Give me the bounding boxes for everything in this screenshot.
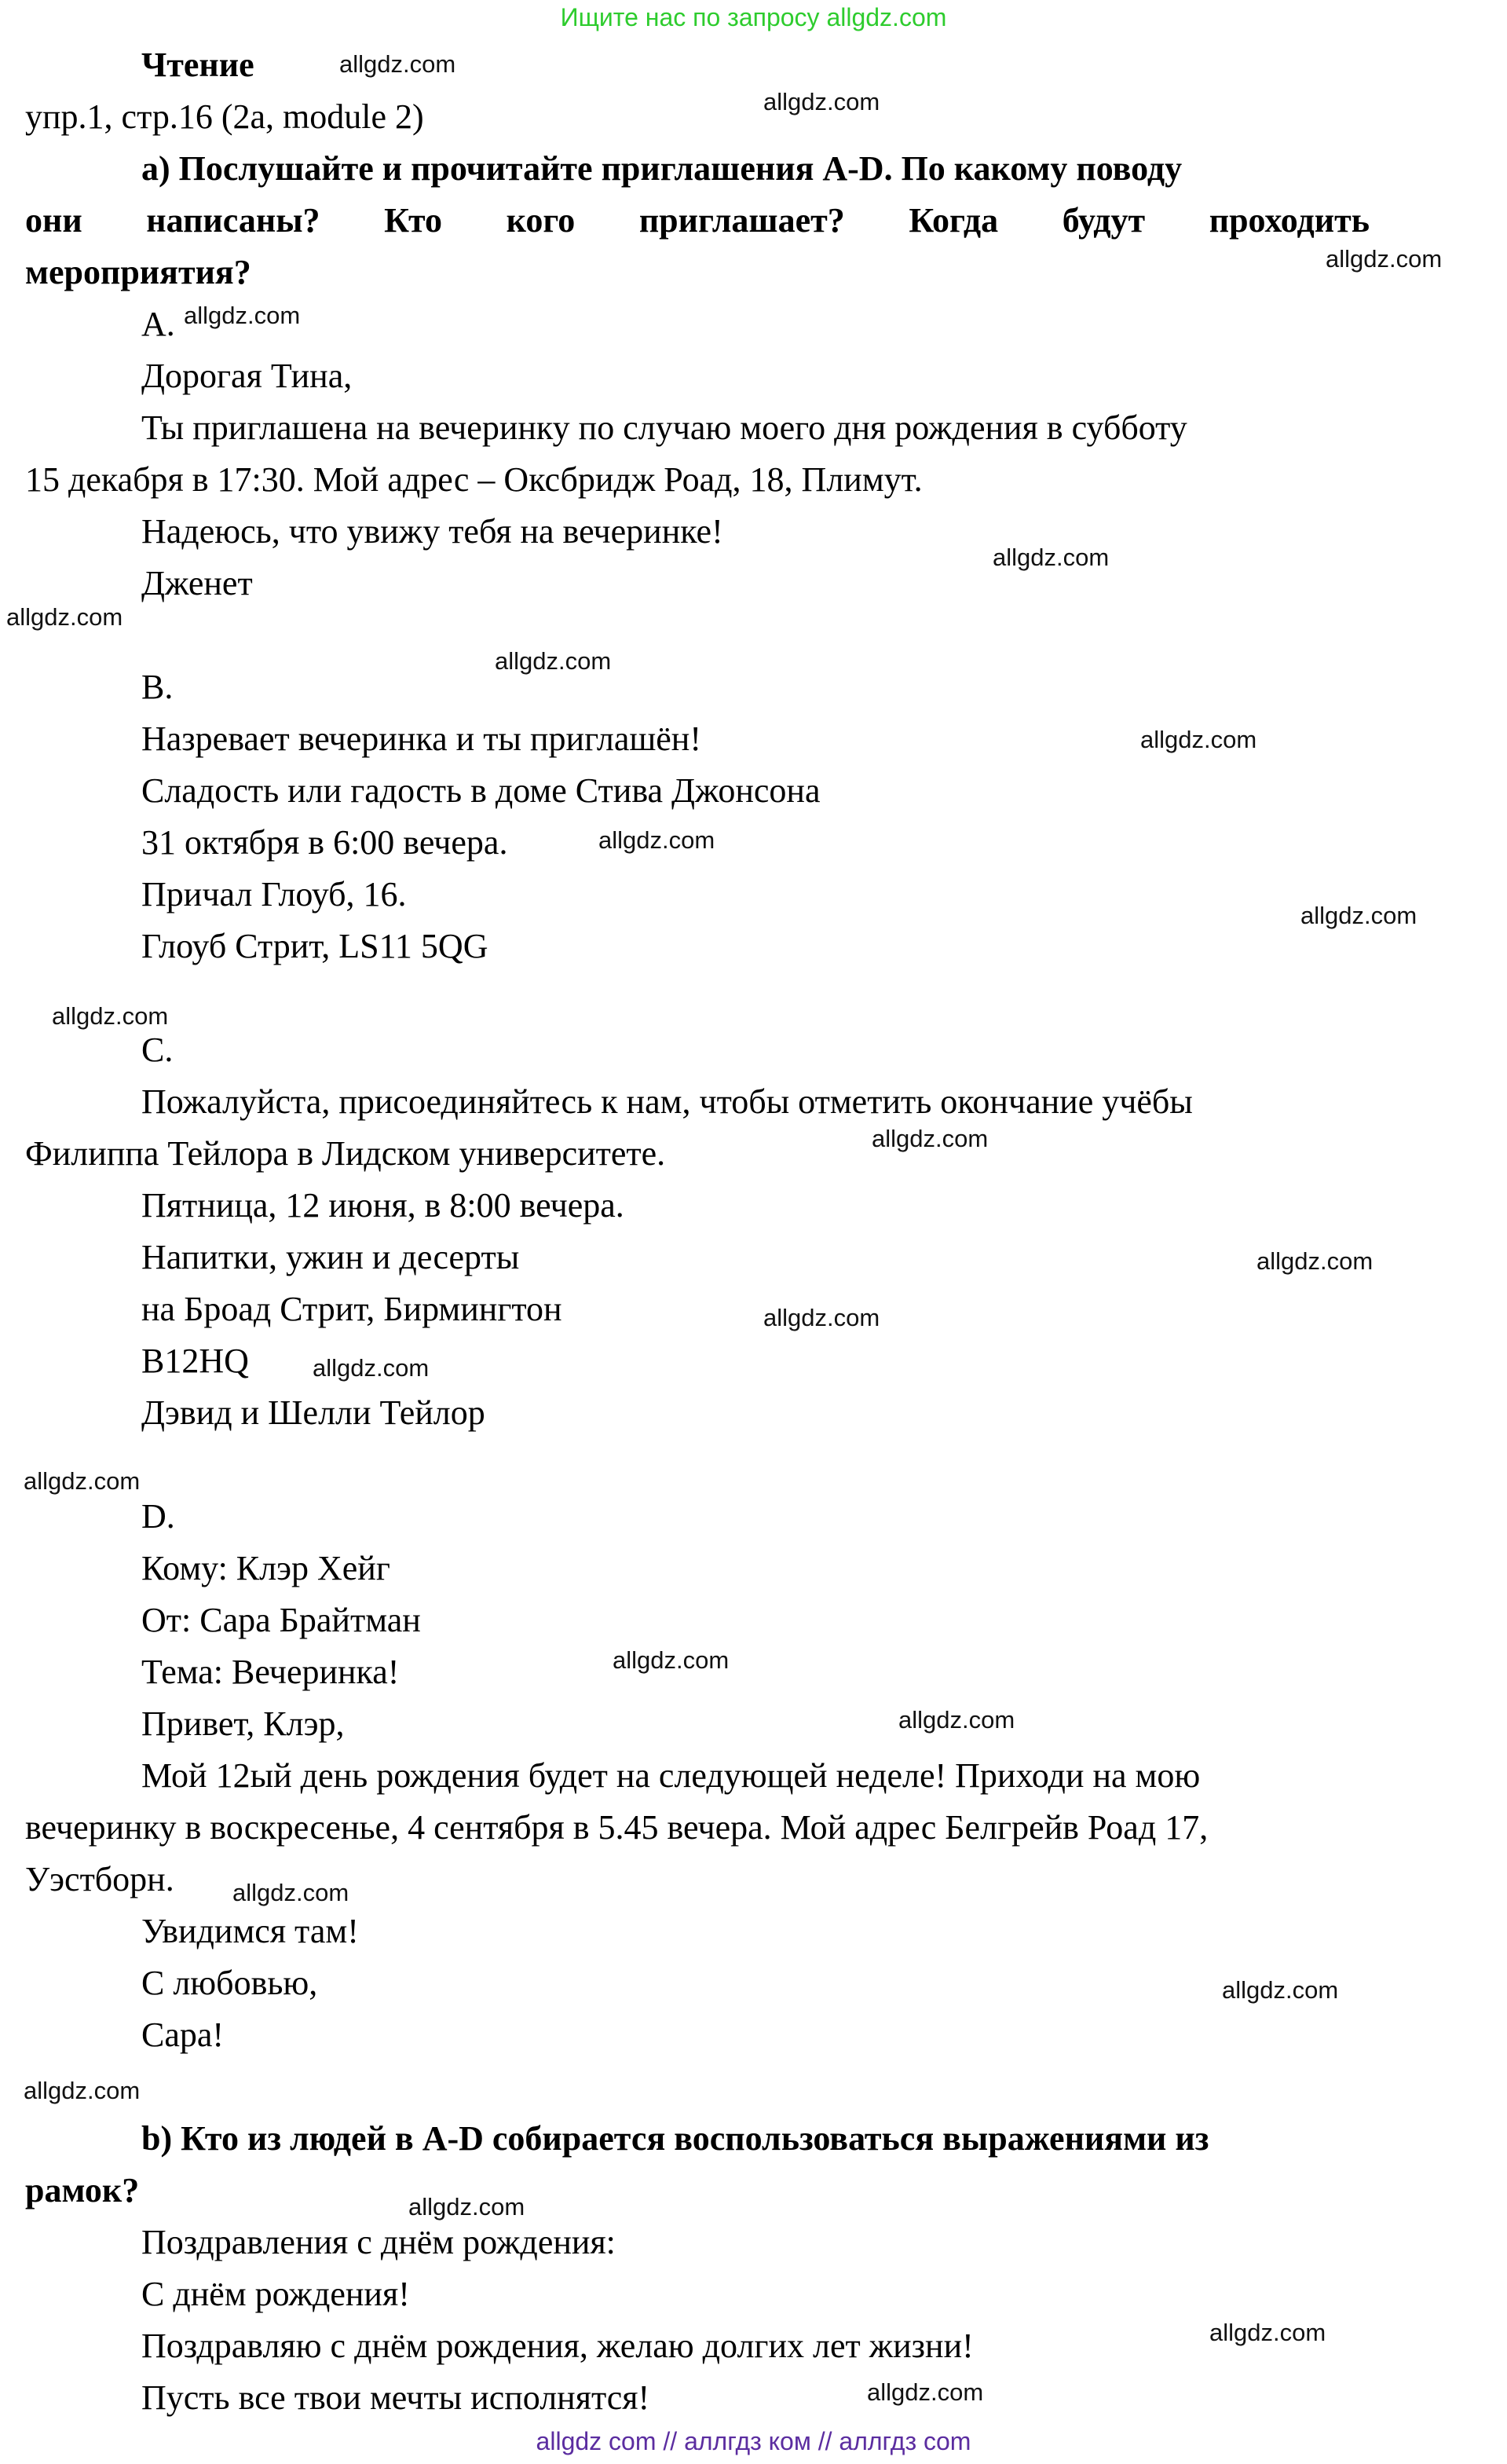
section-heading: Чтение bbox=[141, 46, 254, 84]
watermark: allgdz.com bbox=[1140, 726, 1257, 753]
watermark: allgdz.com bbox=[1300, 902, 1417, 929]
watermark: allgdz.com bbox=[1222, 1976, 1339, 2004]
watermark: allgdz.com bbox=[763, 88, 880, 115]
task-a-word: кого bbox=[506, 201, 576, 240]
watermark: allgdz.com bbox=[184, 302, 301, 329]
watermark: allgdz.com bbox=[763, 1304, 880, 1331]
invitation-c-line: Пятница, 12 июня, в 8:00 вечера. bbox=[141, 1186, 624, 1225]
watermark: allgdz.com bbox=[613, 1646, 730, 1674]
invitation-d-greeting: Привет, Клэр, bbox=[141, 1704, 345, 1743]
exercise-reference: упр.1, стр.16 (2a, module 2) bbox=[25, 97, 424, 136]
watermark: allgdz.com bbox=[872, 1125, 989, 1152]
invitation-c-body-1: Пожалуйста, присоединяйтесь к нам, чтобы отметить окончание учёбы bbox=[141, 1082, 1193, 1121]
task-b-phrase: Поздравления с днём рождения: bbox=[141, 2223, 616, 2261]
invitation-b-line: Сладость или гадость в доме Стива Джонсона bbox=[141, 771, 821, 810]
invitation-c-line: на Броад Стрит, Бирмингтон bbox=[141, 1290, 562, 1328]
task-a-word: приглашает? bbox=[638, 201, 845, 240]
watermark: allgdz.com bbox=[6, 603, 123, 631]
invitation-c-line: B12HQ bbox=[141, 1342, 249, 1380]
invitation-a-label: A. bbox=[141, 305, 175, 343]
invitation-d-see-you: Увидимся там! bbox=[141, 1912, 359, 1950]
email-subject: Тема: Вечеринка! bbox=[141, 1653, 400, 1691]
document-page bbox=[25, 39, 1370, 2424]
invitation-d-signature: Сара! bbox=[141, 2016, 225, 2054]
watermark: allgdz.com bbox=[867, 2378, 984, 2406]
task-a-word: Когда bbox=[909, 201, 999, 240]
invitation-a-body-1: Ты приглашена на вечеринку по случаю моего дня рождения в субботу bbox=[141, 408, 1187, 447]
watermark: allgdz.com bbox=[24, 2077, 141, 2104]
invitation-b-line: 31 октября в 6:00 вечера. bbox=[141, 823, 508, 862]
watermark: allgdz.com bbox=[1209, 2319, 1326, 2346]
task-b-line-2: рамок? bbox=[25, 2171, 140, 2210]
task-a-line-1: a) Послушайте и прочитайте приглашения A-D. По какому поводу bbox=[141, 149, 1183, 188]
watermark: allgdz.com bbox=[1256, 1247, 1373, 1275]
task-b-phrase: Поздравляю с днём рождения, желаю долгих лет жизни! bbox=[141, 2327, 974, 2365]
watermark: allgdz.com bbox=[495, 647, 612, 675]
task-b-line-1: b) Кто из людей в A-D собирается воспользоваться выражениями из bbox=[141, 2119, 1209, 2158]
footer-links[interactable]: allgdz com // аллгдз ком // аллгдз com bbox=[536, 2427, 971, 2455]
invitation-a-body-2: 15 декабря в 17:30. Мой адрес – Оксбридж Роад, 18, Плимут. bbox=[25, 460, 923, 499]
task-a-word: они bbox=[25, 201, 82, 240]
watermark: allgdz.com bbox=[24, 1467, 141, 1495]
invitation-a-hope: Надеюсь, что увижу тебя на вечеринке! bbox=[141, 512, 723, 551]
task-a-word: Кто bbox=[384, 201, 442, 240]
invitation-b-line: Глоуб Стрит, LS11 5QG bbox=[141, 927, 488, 965]
task-b-phrase: С днём рождения! bbox=[141, 2275, 410, 2313]
invitation-c-body-2: Филиппа Тейлора в Лидском университете. bbox=[25, 1134, 666, 1173]
watermark: allgdz.com bbox=[232, 1879, 349, 1906]
watermark: allgdz.com bbox=[339, 50, 456, 78]
top-banner[interactable]: Ищите нас по запросу allgdz.com bbox=[560, 3, 947, 31]
invitation-a-greeting: Дорогая Тина, bbox=[141, 357, 353, 395]
task-a-word: написаны? bbox=[146, 201, 320, 240]
task-b-phrase: Пусть все твои мечты исполнятся! bbox=[141, 2378, 650, 2417]
watermark: allgdz.com bbox=[1326, 245, 1443, 273]
email-from: От: Сара Брайтман bbox=[141, 1601, 421, 1639]
watermark: allgdz.com bbox=[993, 544, 1110, 571]
invitation-c-line: Напитки, ужин и десерты bbox=[141, 1238, 520, 1276]
invitation-d-label: D. bbox=[141, 1497, 175, 1536]
task-a-line-2 bbox=[25, 195, 1370, 247]
watermark: allgdz.com bbox=[52, 1002, 169, 1030]
invitation-b-line: Назревает вечеринка и ты приглашён! bbox=[141, 719, 701, 758]
email-to: Кому: Клэр Хейг bbox=[141, 1549, 390, 1587]
invitation-b-label: B. bbox=[141, 668, 174, 706]
invitation-d-closing: С любовью, bbox=[141, 1964, 318, 2002]
invitation-c-line: Дэвид и Шелли Тейлор bbox=[141, 1393, 485, 1432]
invitation-a-signature: Дженет bbox=[141, 564, 253, 602]
invitation-d-body-3: Уэстборн. bbox=[25, 1860, 174, 1898]
invitation-d-body-2: вечеринку в воскресенье, 4 сентября в 5.45 вечера. Мой адрес Белгрейв Роад 17, bbox=[25, 1808, 1209, 1847]
invitation-c-label: C. bbox=[141, 1031, 174, 1069]
invitation-b-line: Причал Глоуб, 16. bbox=[141, 875, 407, 913]
task-a-line-3: мероприятия? bbox=[25, 253, 251, 291]
watermark: allgdz.com bbox=[598, 826, 715, 854]
invitation-d-body-1: Мой 12ый день рождения будет на следующей неделе! Приходи на мою bbox=[141, 1756, 1201, 1795]
watermark: allgdz.com bbox=[898, 1706, 1015, 1734]
task-a-word: будут bbox=[1062, 201, 1146, 240]
task-a-word: проходить bbox=[1209, 201, 1370, 240]
watermark: allgdz.com bbox=[313, 1354, 430, 1382]
watermark: allgdz.com bbox=[408, 2193, 525, 2221]
